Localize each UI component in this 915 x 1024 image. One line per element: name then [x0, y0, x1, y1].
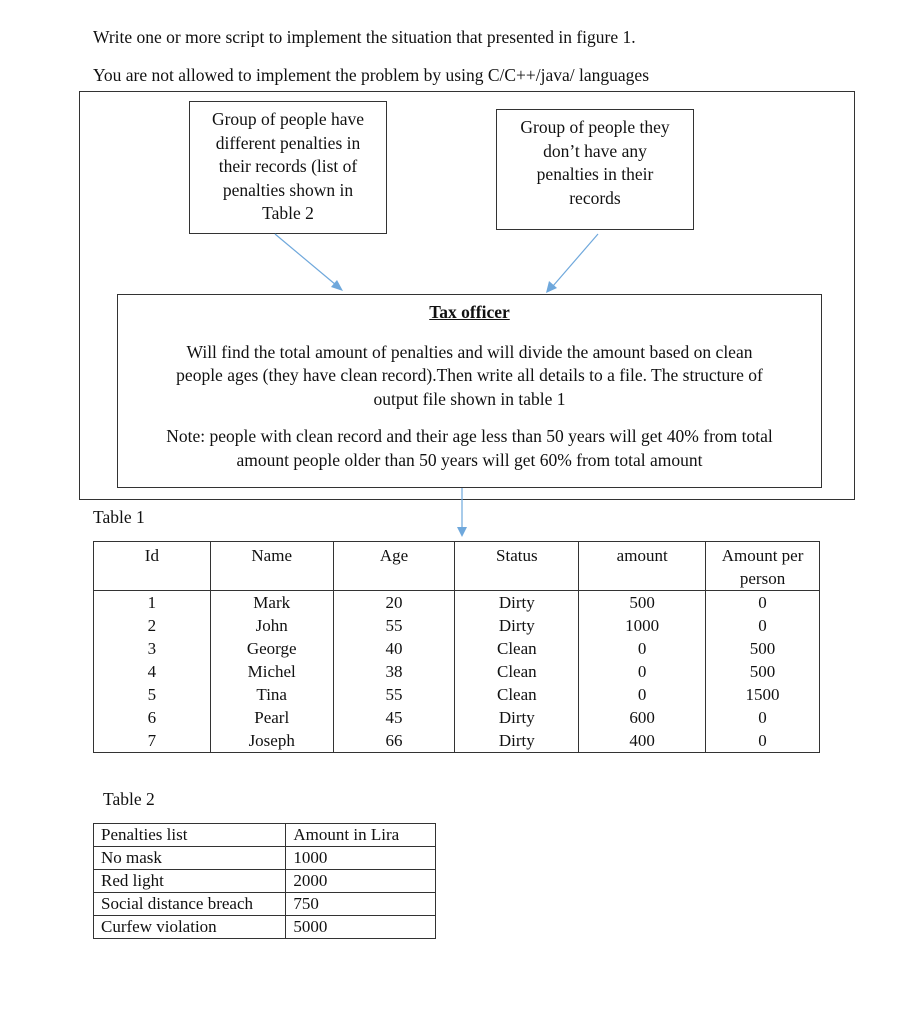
table-row [94, 729, 820, 753]
tax-officer-desc-line: Will find the total amount of penalties and will divide the amount based on clean [186, 341, 753, 362]
table-cell: No mask [94, 847, 286, 870]
table2 [93, 823, 436, 939]
table-cell: Clean [455, 637, 579, 660]
table-cell: 500 [706, 660, 820, 683]
table-cell: 0 [579, 683, 706, 706]
clean-group-line: don’t have any [543, 140, 647, 161]
table-cell: 1500 [706, 683, 820, 706]
table-cell: Clean [455, 660, 579, 683]
tax-officer-note-line: amount people older than 50 years will get 60% from total amount [236, 449, 703, 470]
table1 [93, 541, 820, 753]
table-cell: Dirty [455, 591, 579, 615]
table-cell: Dirty [455, 614, 579, 637]
table-cell: John [210, 614, 333, 637]
clean-group-line: Group of people they [520, 117, 670, 137]
table1-header-age: Age [333, 542, 455, 591]
table2-header-amount: Amount in Lira [286, 824, 436, 847]
table1-caption: Table 1 [93, 507, 145, 527]
table-cell: 2000 [286, 870, 436, 893]
tax-officer-title: Tax officer [429, 302, 510, 322]
table-row [94, 660, 820, 683]
table-cell: Pearl [210, 706, 333, 729]
table-cell: 55 [333, 683, 455, 706]
table-cell: George [210, 637, 333, 660]
table-cell: 0 [706, 729, 820, 753]
table-row [94, 706, 820, 729]
table-row [94, 847, 436, 870]
table2-header-penalty: Penalties list [94, 824, 286, 847]
table1-header-row [94, 542, 820, 591]
table-cell: 20 [333, 591, 455, 615]
table-row [94, 683, 820, 706]
table-cell: 600 [579, 706, 706, 729]
tax-officer-desc-line: people ages (they have clean record).Then write all details to a file. The structure of [176, 365, 763, 385]
table-cell: 5 [94, 683, 211, 706]
table-cell: 1000 [579, 614, 706, 637]
table1-header-status: Status [455, 542, 579, 591]
table-cell: 3 [94, 637, 211, 660]
table-row [94, 916, 436, 939]
table-cell: 38 [333, 660, 455, 683]
table2-caption: Table 2 [103, 789, 155, 809]
table-row [94, 870, 436, 893]
table-cell: 5000 [286, 916, 436, 939]
table-cell: 750 [286, 893, 436, 916]
penalized-group-line: penalties shown in [222, 179, 354, 200]
tax-officer-desc-line: output file shown in table 1 [373, 388, 566, 409]
table-cell: 0 [579, 637, 706, 660]
table1-header-amount-per-person: Amount per person [706, 542, 820, 591]
table-cell: 500 [706, 637, 820, 660]
penalized-group-line: Table 2 [262, 203, 314, 223]
penalized-group-line: Group of people have [211, 109, 365, 129]
table-cell: 55 [333, 614, 455, 637]
table-cell: Mark [210, 591, 333, 615]
table-cell: 66 [333, 729, 455, 753]
table-row [94, 614, 820, 637]
table-row [94, 893, 436, 916]
table-cell: Dirty [455, 706, 579, 729]
table-row [94, 637, 820, 660]
clean-group-line: records [569, 187, 621, 208]
table-cell: Michel [210, 660, 333, 683]
table1-header-id: Id [94, 542, 211, 591]
table-cell: 0 [706, 706, 820, 729]
table-cell: 6 [94, 706, 211, 729]
table-cell: Joseph [210, 729, 333, 753]
arrow-penalized-to-officer [275, 234, 336, 285]
table-cell: 2 [94, 614, 211, 637]
arrowhead-table [457, 527, 467, 537]
table-cell: 500 [579, 591, 706, 615]
arrow-clean-to-officer [553, 234, 598, 286]
table-row [94, 591, 820, 615]
table-cell: 4 [94, 660, 211, 683]
table-cell: Social distance breach [94, 893, 286, 916]
table-cell: 0 [579, 660, 706, 683]
table1-header-amount: amount [579, 542, 706, 591]
tax-officer-note-line: Note: people with clean record and their age less than 50 years will get 40% from total [166, 426, 773, 446]
table-cell: 1 [94, 591, 211, 615]
penalized-group-line: their records (list of [218, 156, 358, 176]
table1-header-name: Name [210, 542, 333, 591]
table-cell: Curfew violation [94, 916, 286, 939]
table-cell: 0 [706, 614, 820, 637]
table-cell: Dirty [455, 729, 579, 753]
table-cell: Clean [455, 683, 579, 706]
table-cell: 400 [579, 729, 706, 753]
instruction-line-1: Write one or more script to implement the situation that presented in figure 1. [93, 27, 636, 47]
table-cell: Red light [94, 870, 286, 893]
table-cell: 1000 [286, 847, 436, 870]
table-cell: 7 [94, 729, 211, 753]
table-cell: 45 [333, 706, 455, 729]
table-cell: 0 [706, 591, 820, 615]
table-cell: Tina [210, 683, 333, 706]
penalized-group-line: different penalties in [215, 132, 361, 153]
instruction-line-2: You are not allowed to implement the problem by using C/C++/java/ languages [93, 65, 650, 85]
table2-header-row [94, 824, 436, 847]
clean-group-line: penalties in their [536, 164, 654, 184]
table-cell: 40 [333, 637, 455, 660]
